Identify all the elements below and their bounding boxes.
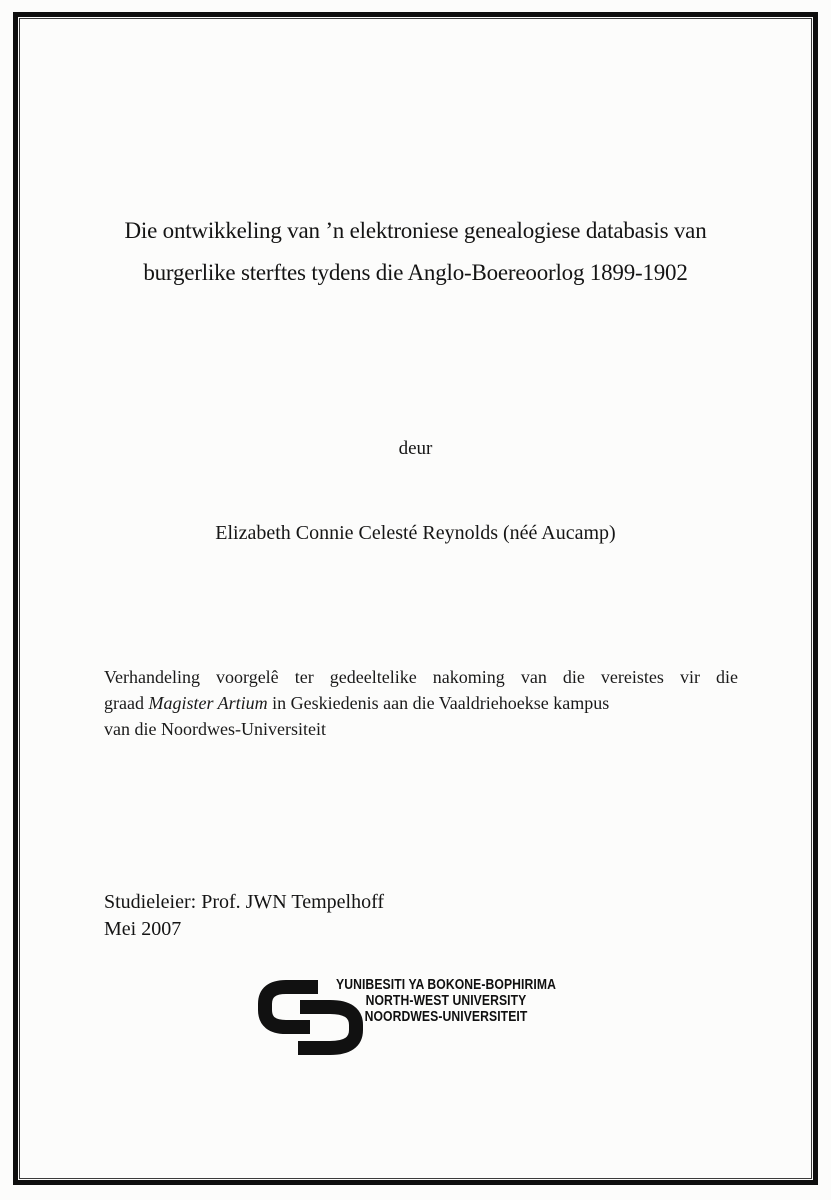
thesis-title — [0, 210, 831, 294]
degree-statement-line-2-suffix: in Geskiedenis aan die Vaaldriehoekse kampus — [267, 693, 610, 713]
supervisor-line: Studieleier: Prof. JWN Tempelhoff — [104, 891, 385, 913]
logo-wordmark-line-english: NORTH-WEST UNIVERSITY — [365, 993, 527, 1009]
logo-wordmark-line-afrikaans: NOORDWES-UNIVERSITEIT — [364, 1009, 528, 1025]
author-name: Elizabeth Connie Celesté Reynolds (néé Aucamp) — [215, 522, 616, 544]
date-line: Mei 2007 — [104, 917, 182, 940]
thesis-title-line-2: burgerlike sterftes tydens die Anglo-Boereoorlog 1899-1902 — [143, 260, 688, 285]
supervisor-and-date — [104, 889, 384, 942]
byline-preposition: deur — [398, 438, 433, 459]
degree-statement-line-3: van die Noordwes-Universiteit — [104, 719, 326, 739]
thesis-title-line-1: Die ontwikkeling van ’n elektroniese genealogiese databasis van — [124, 218, 707, 243]
degree-statement — [104, 664, 738, 742]
degree-statement-line-1: Verhandeling voorgelê ter gedeeltelike nakoming van die vereistes vir die — [104, 667, 738, 687]
degree-statement-line-2-prefix: graad — [104, 693, 149, 713]
university-logo-wordmark — [320, 977, 572, 1025]
logo-wordmark-line-setswana: YUNIBESITI YA BOKONE-BOPHIRIMA — [335, 977, 556, 993]
degree-statement-line-2 — [104, 690, 738, 716]
degree-name: Magister Artium — [148, 693, 268, 713]
